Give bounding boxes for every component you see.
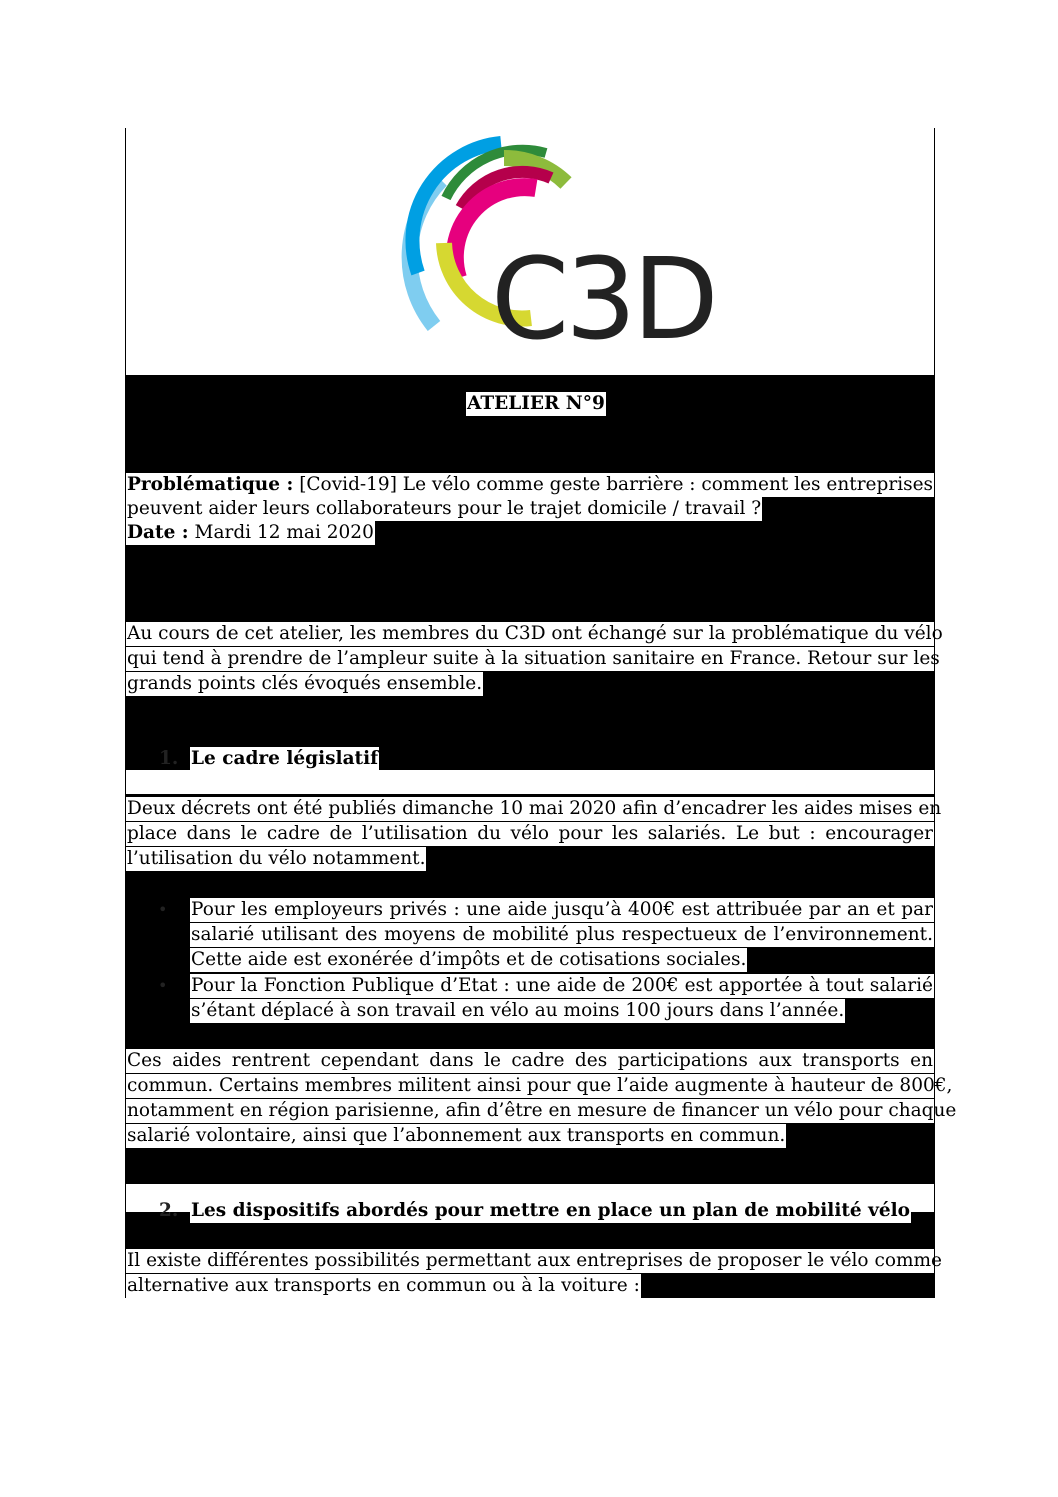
date-line [126, 521, 375, 545]
problematique-line-1 [126, 473, 934, 497]
section2-number: 2. [159, 1200, 179, 1221]
logo-area [126, 128, 934, 375]
section1-paragraph-line-2: place dans le cadre de l’utilisation du vélo pour les salariés. Le but : encourager [127, 823, 933, 844]
logo-text: C3D [491, 235, 715, 365]
bullet-1-line-2: salarié utilisant des moyens de mobilité plus respectueux de l’environnement. [191, 924, 933, 945]
bullet-1-line-3: Cette aide est exonérée d’impôts et de cotisations sociales. [191, 949, 747, 970]
section1-title: Le cadre législatif [191, 748, 379, 769]
bullet-2-line-2: s’étant déplacé à son travail en vélo au moins 100 jours dans l’année. [191, 1000, 845, 1021]
section2-paragraph-line-1: Il existe différentes possibilités permettant aux entreprises de proposer le vélo comme [127, 1250, 942, 1271]
document-frame [125, 128, 957, 1298]
problematique-label: Problématique : [127, 474, 294, 495]
section1-paragraph-line-3: l’utilisation du vélo notamment. [127, 848, 426, 869]
section1-number: 1. [159, 748, 179, 769]
c3d-logo [386, 128, 715, 373]
section1-paragraph2-line-2: commun. Certains membres militent ainsi pour que l’aide augmente à hauteur de 800€, [127, 1075, 953, 1096]
section1-paragraph2-line-3: notamment en région parisienne, afin d’être en mesure de financer un vélo pour chaque [127, 1100, 957, 1121]
section1-paragraph2-line-1: Ces aides rentrent cependant dans le cadre des participations aux transports en [127, 1050, 933, 1071]
section1-paragraph-line-1: Deux décrets ont été publiés dimanche 10 mai 2020 afin d’encadrer les aides mises en [127, 798, 942, 819]
bullet-2-line-1: Pour la Fonction Publique d’Etat : une aide de 200€ est apportée à tout salarié [191, 975, 933, 996]
section2-title: Les dispositifs abordés pour mettre en place un plan de mobilité vélo [191, 1200, 910, 1221]
bullet-2-symbol: • [158, 976, 168, 995]
intro-line-1: Au cours de cet atelier, les membres du C3D ont échangé sur la problématique du vélo [127, 623, 943, 644]
date-label: Date : [127, 522, 189, 543]
bullet-1-symbol: • [158, 900, 168, 919]
bullet-1-line-1: Pour les employeurs privés : une aide jusqu’à 400€ est attribuée par an et par [191, 899, 933, 920]
problematique-text: [Covid-19] Le vélo comme geste barrière : comment les entreprises [299, 474, 934, 495]
date-value: Mardi 12 mai 2020 [194, 522, 374, 543]
problematique-line-2: peuvent aider leurs collaborateurs pour le trajet domicile / travail ? [127, 498, 762, 519]
intro-line-3: grands points clés évoqués ensemble. [127, 673, 483, 694]
redaction-band [126, 375, 943, 770]
atelier-title: ATELIER N°9 [467, 393, 605, 414]
intro-line-2: qui tend à prendre de l’ampleur suite à la situation sanitaire en France. Retour sur les [127, 648, 940, 669]
section1-paragraph2-line-4: salarié volontaire, ainsi que l’abonnement aux transports en commun. [127, 1125, 786, 1146]
section2-paragraph-line-2: alternative aux transports en commun ou à la voiture : [127, 1275, 640, 1296]
